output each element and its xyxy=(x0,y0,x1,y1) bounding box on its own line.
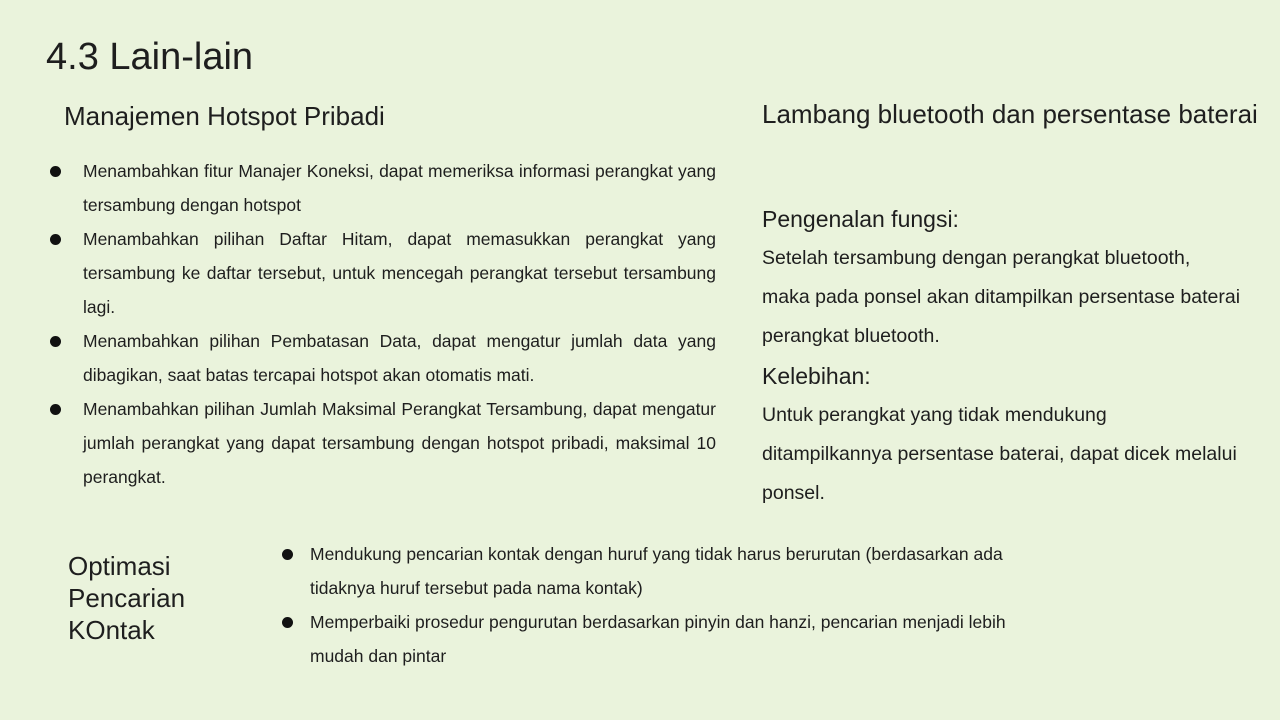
bullet-icon xyxy=(282,549,293,560)
bullet-icon xyxy=(50,166,61,177)
list-item xyxy=(48,392,716,494)
advantage-label: Kelebihan: xyxy=(762,363,871,389)
list-item xyxy=(281,605,1041,673)
intro-text: Setelah tersambung dengan perangkat bluetooth, maka pada ponsel akan ditampilkan persentase baterai perangkat bluetooth. xyxy=(762,247,1241,347)
list-item-text: Menambahkan pilihan Daftar Hitam, dapat memasukkan perangkat yang tersambung ke daftar tersebut, untuk mencegah perangkat tersebut tersambung lagi. xyxy=(83,229,716,317)
list-item xyxy=(48,324,716,392)
bullet-icon xyxy=(50,404,61,415)
bullet-icon xyxy=(50,336,61,347)
list-item-text: Menambahkan pilihan Jumlah Maksimal Perangkat Tersambung, dapat mengatur jumlah perangkat yang dapat tersambung dengan hotspot pribadi, maksimal 10 perangkat. xyxy=(83,399,716,487)
list-item xyxy=(48,222,716,324)
section-heading-contact-search: Optimasi Pencarian KOntak xyxy=(68,551,186,645)
list-item-text: Memperbaiki prosedur pengurutan berdasarkan pinyin dan hanzi, pencarian menjadi lebih mudah dan pintar xyxy=(310,612,1006,666)
contact-search-list xyxy=(281,537,1041,673)
bullet-icon xyxy=(50,234,61,245)
bluetooth-description xyxy=(762,199,1242,513)
advantage-text: Untuk perangkat yang tidak mendukung ditampilkannya persentase baterai, dapat dicek melalui ponsel. xyxy=(762,404,1237,504)
bullet-icon xyxy=(282,617,293,628)
list-item-text: Mendukung pencarian kontak dengan huruf yang tidak harus berurutan (berdasarkan ada tidaknya huruf tersebut pada nama kontak) xyxy=(310,544,1003,598)
list-item-text: Menambahkan fitur Manajer Koneksi, dapat memeriksa informasi perangkat yang tersambung dengan hotspot xyxy=(83,161,716,215)
section-heading-hotspot: Manajemen Hotspot Pribadi xyxy=(64,101,385,131)
hotspot-feature-list xyxy=(48,154,716,494)
list-item-text: Menambahkan pilihan Pembatasan Data, dapat mengatur jumlah data yang dibagikan, saat batas tercapai hotspot akan otomatis mati. xyxy=(83,331,716,385)
page-title: 4.3 Lain-lain xyxy=(46,36,254,78)
intro-label: Pengenalan fungsi: xyxy=(762,206,959,232)
section-heading-bluetooth: Lambang bluetooth dan persentase baterai xyxy=(762,99,1258,129)
list-item xyxy=(48,154,716,222)
list-item xyxy=(281,537,1041,605)
